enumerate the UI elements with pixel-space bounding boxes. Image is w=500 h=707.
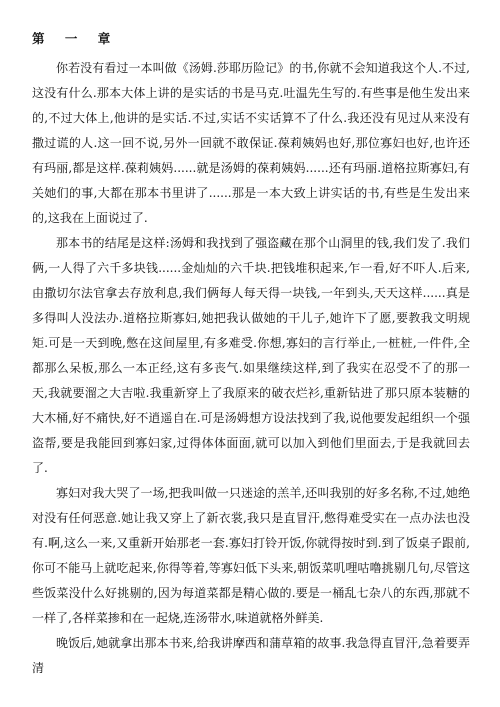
paragraph-1: 你若没有看过一本叫做《汤姆.莎耶历险记》的书,你就不会知道我这个人.不过,这没有什么.那本大体上讲的是实话的书是马克.吐温先生写的.有些事是他生发出来的,不过大体上,他讲的是实话.不过,实话不实话算不了什么.我还没有见过从来没有撒过谎的人.这一回不说,另外一回就不敢保证.葆莉姨妈也好,那位寡妇也好,也许还有玛丽,都是这样.葆莉姨妈......就是汤姆的葆莉姨妈......还有玛丽.道格拉斯寡妇,有关她们的事,大都在那本书里讲了......那是一本大致上讲实话的书,有些是生发出来的,这我在上面说过了. — [32, 61, 470, 225]
paragraph-4: 晚饭后,她就拿出那本书来,给我讲摩西和蒲草箱的故事.我急得直冒汗,急着要弄清 — [32, 636, 470, 675]
paragraph-3: 寡妇对我大哭了一场,把我叫做一只迷途的羔羊,还叫我别的好多名称,不过,她绝对没有任何恶意.她让我又穿上了新衣裳,我只是直冒汗,憋得难受实在一点办法也没有.啊,这么一来,又重新开始那老一套.寡妇打铃开饭,你就得按时到.到了饭桌子跟前,你可不能马上就吃起来,你得等着,等寡妇低下头来,朝饭菜叽哩咕噜挑剔几句,尽管这些饭菜没什么好挑剔的,因为每道菜都是精心做的.要是一桶乱七杂八的东西,那就不一样了,各样菜掺和在一起烧,连汤带水,味道就格外鲜美. — [32, 486, 470, 625]
paragraph-2: 那本书的结尾是这样:汤姆和我找到了强盗藏在那个山洞里的钱,我们发了.我们俩,一人得了六千多块钱......金灿灿的六千块.把钱堆积起来,乍一看,好不吓人.后来,由撒切尔法官拿去存放利息,我们俩每人每天得一块钱,一年到头,天天这样......真是多得叫人没法办.道格拉斯寡妇,她把我认做她的干儿子,她许下了愿,要教我文明规矩.可是一天到晚,憋在这间屋里,有多难受.你想,寡妇的言行举止,一桩桩,一件件,全都那么呆板,那么一本正经,这有多丧气.如果继续这样,到了我实在忍受不了的那一天,我就要溜之大吉啦.我重新穿上了我原来的破衣烂衫,重新钻进了那只原本装糖的大木桶,好不痛快,好不逍遥自在.可是汤姆想方设法找到了我,说他要发起组织一个强盗帮,要是我能回到寡妇家,过得体体面面,就可以加入到他们里面去,于是我就回去了. — [32, 236, 470, 475]
chapter-title: 第 一 章 — [32, 31, 119, 46]
